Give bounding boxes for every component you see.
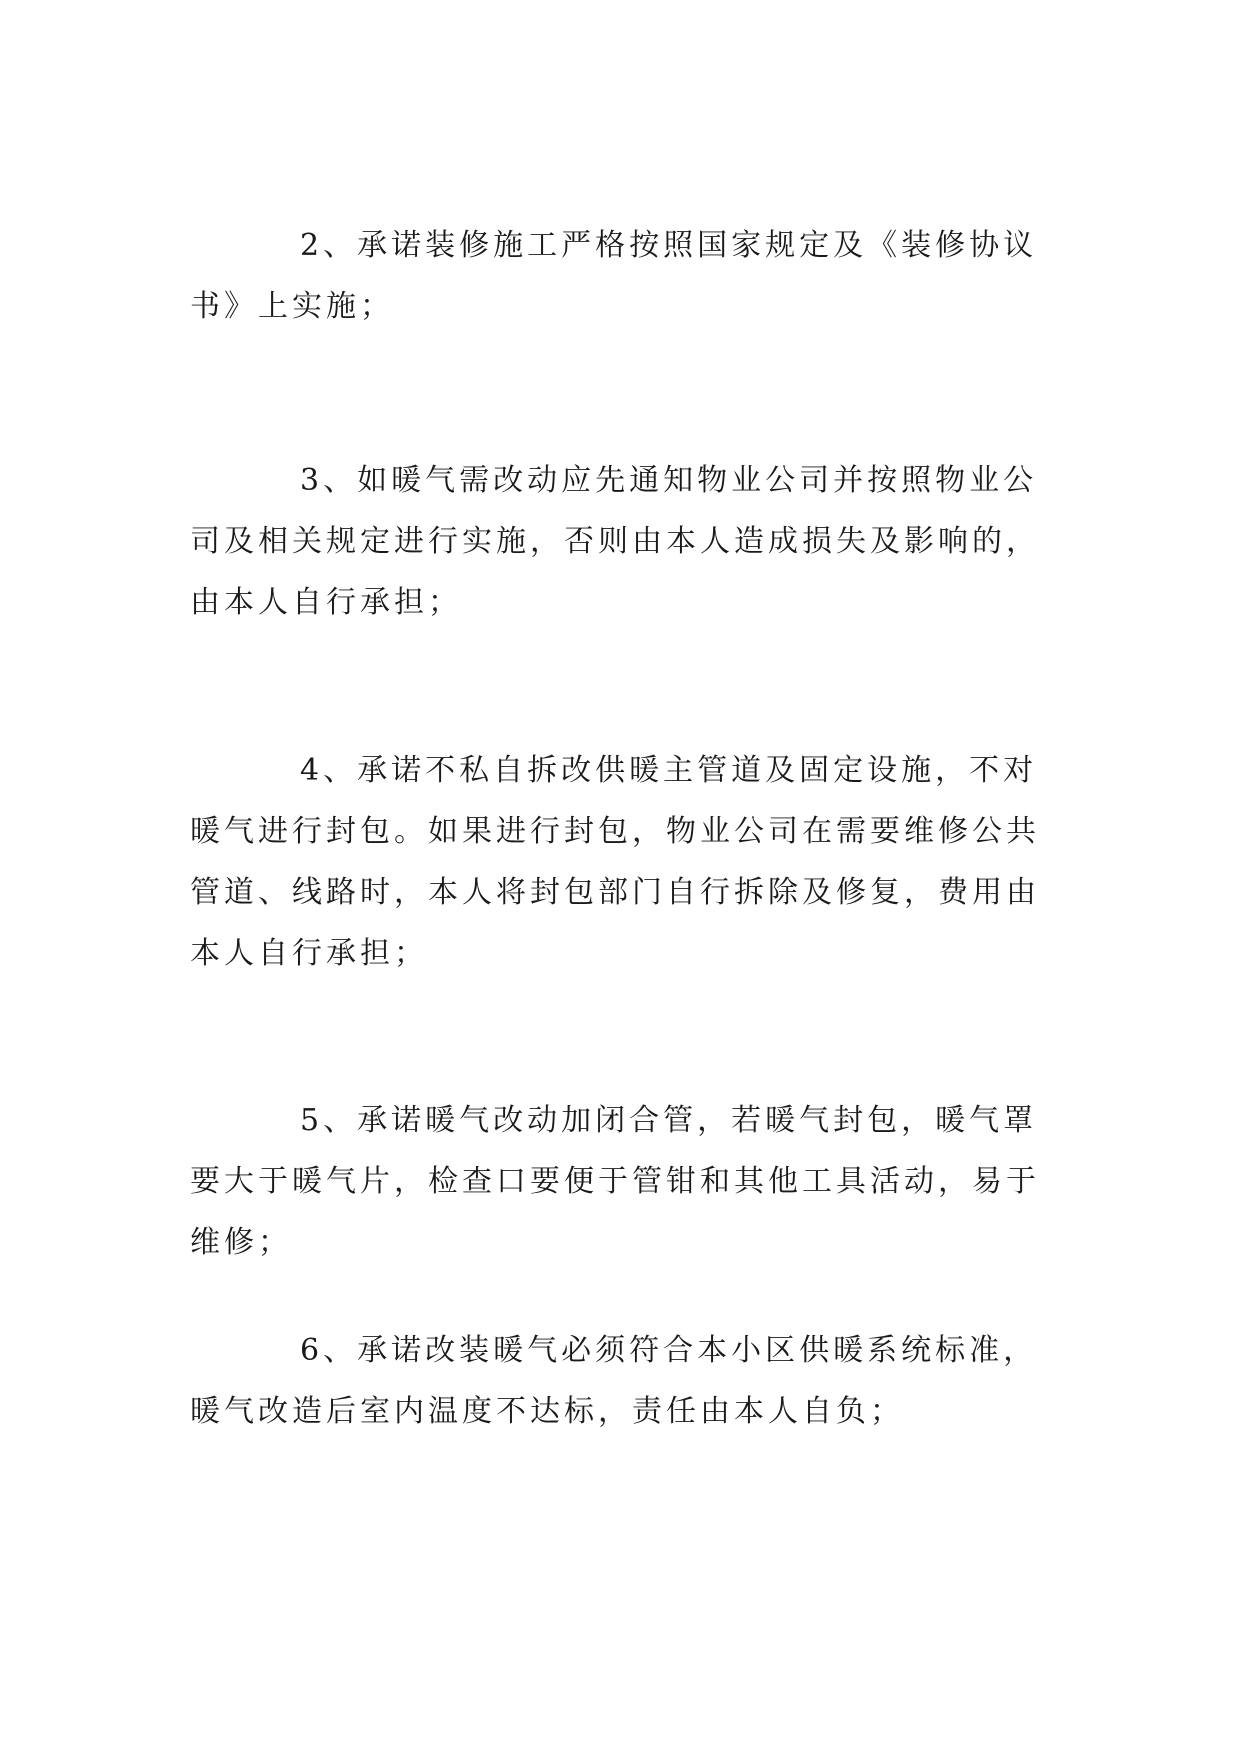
paragraph-item-4: 4、承诺不私自拆改供暖主管道及固定设施，不对暖气进行封包。如果进行封包，物业公司在需要维修公共管道、线路时，本人将封包部门自行拆除及修复，费用由本人自行承担； <box>190 753 1040 971</box>
paragraph-item-6: 6、承诺改装暖气必须符合本小区供暖系统标准，暖气改造后室内温度不达标，责任由本人自负； <box>190 1333 1038 1429</box>
paragraph-item-5: 5、承诺暖气改动加闭合管，若暖气封包，暖气罩要大于暖气片，检查口要便于管钳和其他工具活动，易于维修； <box>190 1103 1040 1260</box>
paragraph-item-3: 3、如暖气需改动应先通知物业公司并按照物业公司及相关规定进行实施，否则由本人造成损失及影响的，由本人自行承担； <box>190 463 1040 620</box>
paragraph-item-2: 2、承诺装修施工严格按照国家规定及《装修协议书》上实施； <box>190 228 1038 324</box>
